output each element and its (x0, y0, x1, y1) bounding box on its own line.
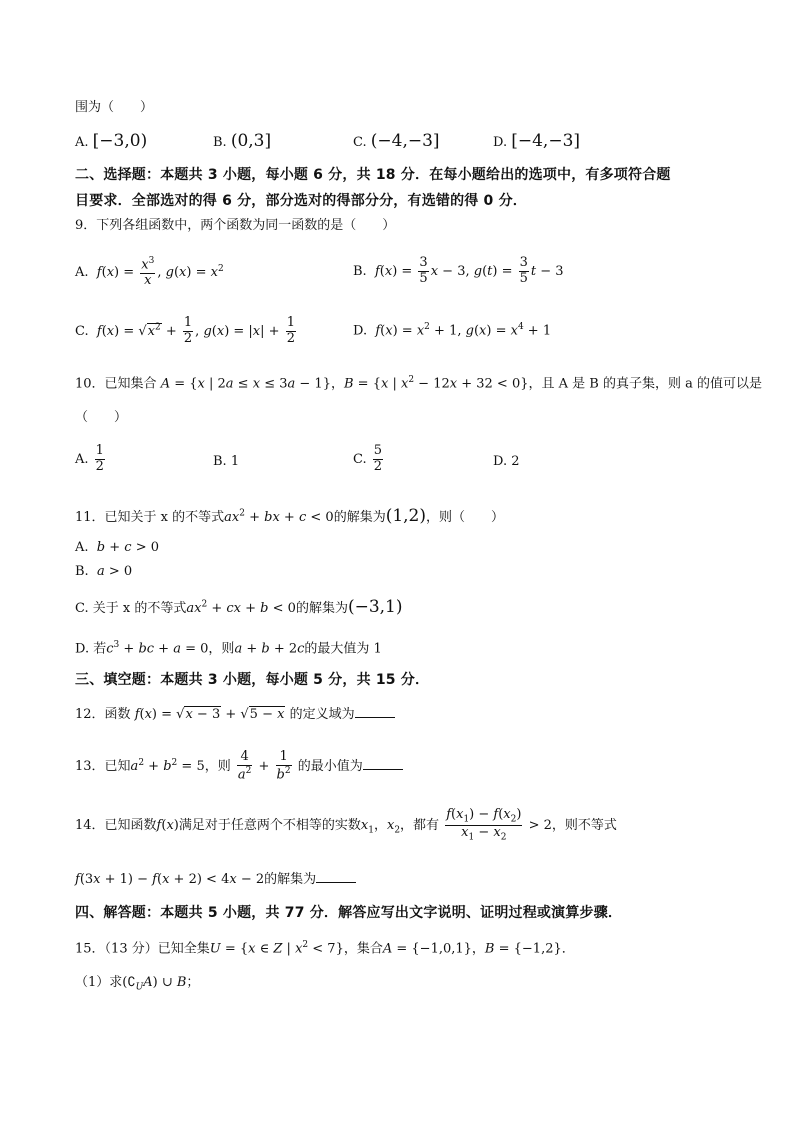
q12-stem: 12．函数 f(x) = √x − 3 + √5 − x 的定义域为 (75, 705, 395, 723)
answer-blank[interactable] (363, 757, 403, 770)
q9-option-a: A. f(x) = $\frac{x^3}{x}$ , $g(x) = x^2$ (75, 256, 224, 289)
section-4-heading: 四、解答题：本题共 5 小题，共 77 分．解答应写出文字说明、证明过程或演算步骤． (75, 905, 623, 921)
q11-option-d: D. 若$c^3$ + bc + a = 0，则a + b + 2c的最大值为 1 (75, 640, 382, 657)
q10-option-b: B. 1 (213, 454, 240, 469)
q11-option-c: C. 关于 x 的不等式$ax^2$ + cx + b < 0的解集为(−3,1) (75, 597, 403, 617)
q8-stem-tail: 围为（ ） (75, 100, 154, 115)
fraction: $\frac{5}{2}$ (373, 443, 383, 474)
section-2-heading-line2: 目要求．全部选对的得 6 分，部分选对的得部分分，有选错的得 0 分． (75, 193, 527, 209)
option-letter: C. (353, 135, 367, 150)
q11-stem: 11．已知关于 x 的不等式$ax^2$ + bx + c < 0的解集为(1,2)，则（ ） (75, 506, 505, 526)
q14-stem-line2: f(3x + 1) − f(x + 2) < 4x − 2的解集为 (75, 870, 356, 888)
option-letter: B. (353, 263, 367, 279)
q8-option-d (493, 131, 580, 151)
q9-option-b: B. f(x) = $\frac{3}{5}$ x − 3, g(t) = $\frac{3}{5}$ t − 3 (353, 255, 564, 286)
q14-stem: 14．已知函数f(x)满足对于任意两个不相等的实数$x_1$，$x_2$，都有 $\frac{f(x_1) - f(x_2)}{x_1 - x_2}$ > 2，则不等式 (75, 807, 617, 843)
option-letter: C. (75, 323, 89, 339)
option-text: [−4,−3] (511, 131, 581, 151)
fraction: $\frac{f(x_1) - f(x_2)}{x_1 - x_2}$ (446, 807, 522, 843)
fraction: $\frac{3}{5}$ (519, 255, 528, 286)
option-text: [−3,0) (92, 131, 148, 151)
q13-stem: 13．已知$a^2 + b^2 = 5$，则 $\frac{4}{a^2}$ + $\frac{1}{b^2}$ 的最小值为 (75, 750, 403, 783)
fraction: $\frac{x^3}{x}$ (141, 256, 155, 289)
q9-option-d: D. $f(x) = x^2 + 1$, $g(x) = x^4 + 1$ (353, 322, 552, 339)
fraction: $\frac{4}{a^2}$ (237, 749, 252, 783)
q9-option-c: C. $f(x) = √x^2$ + $\frac{1}{2}$ , g(x) = |x| + $\frac{1}{2}$ (75, 315, 295, 346)
q10-option-d: D. 2 (493, 454, 520, 469)
q8-option-c (353, 131, 440, 151)
option-letter: D. (493, 135, 508, 150)
option-letter: A. (75, 135, 89, 150)
option-text: (−4,−3] (370, 131, 440, 151)
q15-part1: （1）求$(∁_UA)$ ∪ B； (75, 975, 200, 993)
q10-stem: 10．已知集合 A = {x | 2a ≤ x ≤ 3a − 1}，B = {x | $x^2 - 12x + 32 < 0$}，且 A 是 B 的真子集，则 a 的值可以是 (75, 375, 762, 392)
q9-stem: 9．下列各组函数中，两个函数为同一函数的是（ ） (75, 218, 396, 233)
q10-option-c: C. $\frac{5}{2}$ (353, 443, 383, 474)
q11-option-b: B. a > 0 (75, 564, 133, 579)
option-letter: D. (353, 323, 368, 339)
option-text: (0,3] (230, 131, 272, 151)
answer-blank[interactable] (316, 870, 356, 883)
q11-option-a: A. b + c > 0 (75, 540, 160, 555)
section-3-heading: 三、填空题：本题共 3 小题，每小题 5 分，共 15 分． (75, 672, 430, 688)
option-letter: A. (75, 265, 89, 281)
fraction: $\frac{1}{2}$ (286, 315, 295, 346)
fraction: $\frac{1}{2}$ (95, 443, 104, 474)
fraction: $\frac{3}{5}$ (419, 255, 428, 286)
q15-stem: 15．（13 分）已知全集U = {x ∈ Z | $x^2 < 7$}，集合A = {−1,0,1}，B = {−1,2}． (75, 940, 575, 957)
section-2-heading-line1: 二、选择题：本题共 3 小题，每小题 6 分，共 18 分．在每小题给出的选项中，有多项符合题 (75, 167, 671, 183)
q10-paren: （ ） (75, 410, 128, 425)
q10-option-a: A. $\frac{1}{2}$ (75, 443, 104, 474)
q8-option-a (75, 131, 147, 151)
fraction: $\frac{1}{2}$ (183, 315, 193, 346)
answer-blank[interactable] (355, 705, 395, 718)
q8-option-b (213, 131, 271, 151)
fraction: $\frac{1}{b^2}$ (276, 749, 291, 783)
option-letter: B. (213, 135, 227, 150)
